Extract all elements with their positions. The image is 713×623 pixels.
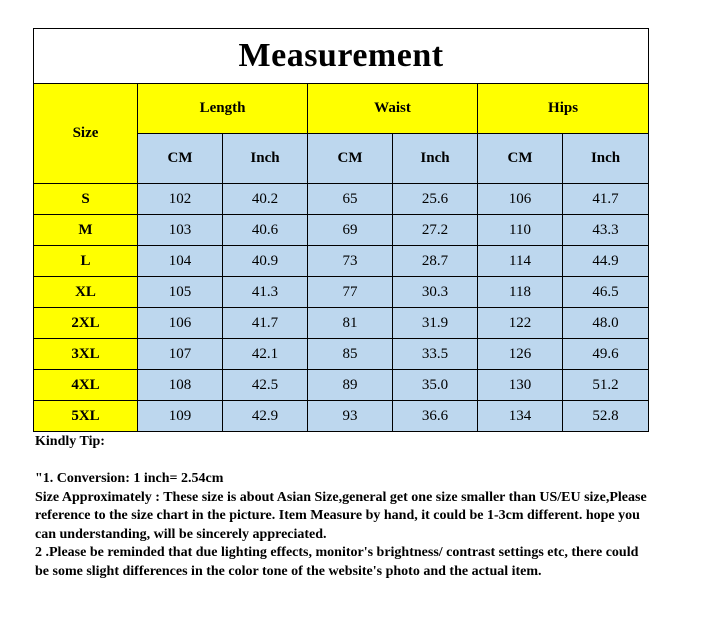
size-column-header: Size — [34, 84, 138, 184]
table-cell: 30.3 — [393, 277, 478, 308]
table-cell: 130 — [478, 370, 563, 401]
tip-size-note: Size Approximately : These size is about Asian Size,general get one size smaller than US/EU size,Please reference to the size chart in the picture. Item Measure by hand, it could be 1-3cm different. hope you can understanding, will be sincerely appreciated. — [35, 489, 647, 542]
table-cell: 31.9 — [393, 308, 478, 339]
table-cell: 48.0 — [563, 308, 649, 339]
table-row — [34, 277, 649, 308]
table-cell: 25.6 — [393, 184, 478, 215]
table-cell: 40.6 — [223, 215, 308, 246]
table-row — [34, 401, 649, 432]
size-label: 4XL — [34, 370, 138, 401]
table-cell: 108 — [138, 370, 223, 401]
size-label: S — [34, 184, 138, 215]
table-cell: 27.2 — [393, 215, 478, 246]
table-cell: 106 — [138, 308, 223, 339]
table-cell: 89 — [308, 370, 393, 401]
table-cell: 40.2 — [223, 184, 308, 215]
unit-header: CM — [308, 134, 393, 184]
size-label: 2XL — [34, 308, 138, 339]
table-cell: 73 — [308, 246, 393, 277]
table-cell: 114 — [478, 246, 563, 277]
unit-header: Inch — [393, 134, 478, 184]
table-cell: 102 — [138, 184, 223, 215]
table-cell: 49.6 — [563, 339, 649, 370]
size-label: 3XL — [34, 339, 138, 370]
unit-header: Inch — [563, 134, 649, 184]
table-cell: 77 — [308, 277, 393, 308]
tip-spacer — [35, 452, 650, 471]
table-row — [34, 184, 649, 215]
table-cell: 81 — [308, 308, 393, 339]
unit-header: CM — [138, 134, 223, 184]
size-chart-table — [33, 28, 649, 432]
tip-color-note: 2 .Please be reminded that due lighting effects, monitor's brightness/ contrast settings etc, there could be some slight differences in the color tone of the website's photo and the actual item. — [35, 545, 639, 579]
group-header-length: Length — [138, 84, 308, 134]
table-cell: 41.3 — [223, 277, 308, 308]
table-cell: 106 — [478, 184, 563, 215]
chart-title: Measurement — [34, 29, 649, 84]
table-cell: 42.5 — [223, 370, 308, 401]
table-cell: 51.2 — [563, 370, 649, 401]
table-cell: 35.0 — [393, 370, 478, 401]
group-header-hips: Hips — [478, 84, 649, 134]
group-header-waist: Waist — [308, 84, 478, 134]
table-cell: 110 — [478, 215, 563, 246]
table-cell: 28.7 — [393, 246, 478, 277]
table-cell: 41.7 — [223, 308, 308, 339]
size-label: 5XL — [34, 401, 138, 432]
table-cell: 126 — [478, 339, 563, 370]
table-cell: 103 — [138, 215, 223, 246]
unit-header: Inch — [223, 134, 308, 184]
tip-heading: Kindly Tip: — [35, 434, 105, 449]
table-cell: 43.3 — [563, 215, 649, 246]
table-cell: 104 — [138, 246, 223, 277]
unit-header: CM — [478, 134, 563, 184]
table-cell: 122 — [478, 308, 563, 339]
size-label: M — [34, 215, 138, 246]
table-cell: 42.1 — [223, 339, 308, 370]
table-row — [34, 215, 649, 246]
table-cell: 46.5 — [563, 277, 649, 308]
table-cell: 42.9 — [223, 401, 308, 432]
kindly-tip-section — [35, 433, 650, 581]
size-label: XL — [34, 277, 138, 308]
table-row — [34, 308, 649, 339]
table-cell: 134 — [478, 401, 563, 432]
table-cell: 107 — [138, 339, 223, 370]
tip-conversion: "1. Conversion: 1 inch= 2.54cm — [35, 471, 224, 486]
table-cell: 40.9 — [223, 246, 308, 277]
table-row — [34, 370, 649, 401]
table-cell: 105 — [138, 277, 223, 308]
table-cell: 52.8 — [563, 401, 649, 432]
table-cell: 93 — [308, 401, 393, 432]
table-cell: 33.5 — [393, 339, 478, 370]
size-label: L — [34, 246, 138, 277]
table-cell: 41.7 — [563, 184, 649, 215]
table-cell: 109 — [138, 401, 223, 432]
table-cell: 85 — [308, 339, 393, 370]
table-cell: 118 — [478, 277, 563, 308]
table-cell: 44.9 — [563, 246, 649, 277]
table-row — [34, 339, 649, 370]
table-cell: 69 — [308, 215, 393, 246]
table-cell: 36.6 — [393, 401, 478, 432]
table-cell: 65 — [308, 184, 393, 215]
table-row — [34, 246, 649, 277]
